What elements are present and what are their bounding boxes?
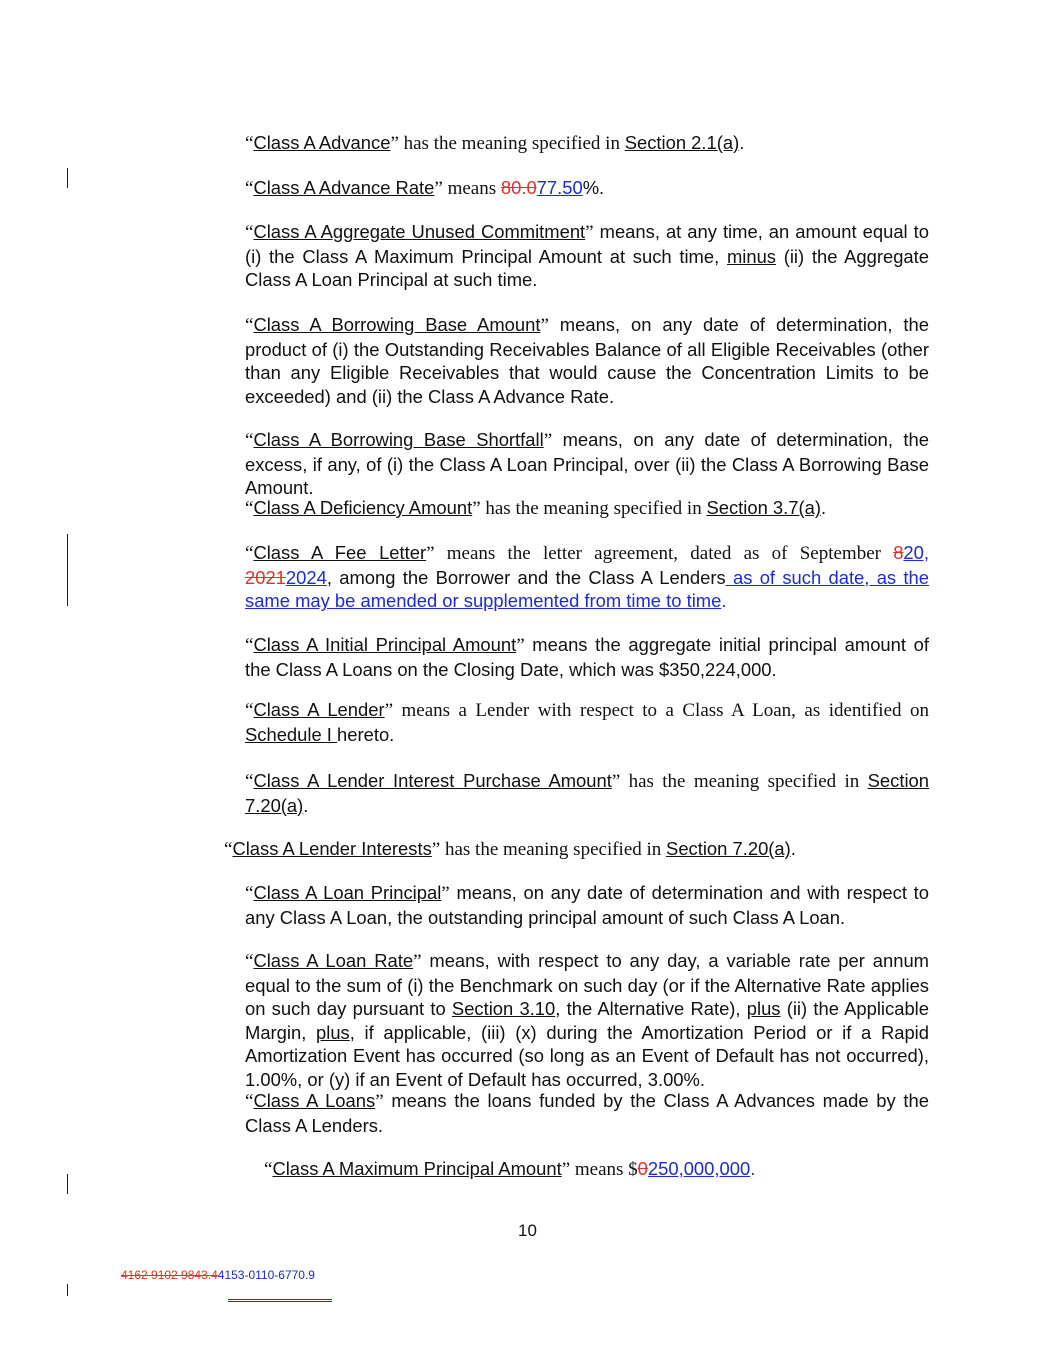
definition-text: has the meaning specified in — [398, 133, 625, 154]
defined-term: Class A Advance — [253, 132, 391, 153]
definition-end: . — [721, 590, 727, 612]
definition-class-a-borrowing-base-amount: “Class A Borrowing Base Amount” means, on any date of determination, the product of (i) the Outstanding Receivables Balance of all Eligible Receivables (other than any Eligible Receivables that would cause the Concentration Limits to be exceeded) and (ii) the Class A Advance Rate. — [245, 314, 929, 407]
definition-end: . — [750, 1158, 756, 1179]
definition-text: means, on any date of determination, the product of (i) the Outstanding Receivables Balance of all Eligible Receivables (other than any Eligible Receivables that would cause the Concentration Limits to be exceeded) and (ii) the Class A Advance Rate. — [245, 314, 929, 407]
definition-text: (ii) the Aggregate Class A Loan Principal at such time. — [245, 245, 929, 291]
section-reference: Section 7.20(a) — [666, 838, 791, 859]
inserted-text: 2024 — [285, 566, 327, 588]
definition-text: has the meaning specified in — [480, 498, 707, 519]
inserted-text: 20, — [903, 542, 929, 563]
definition-class-a-maximum-principal-amount: “Class A Maximum Principal Amount” means $0250,000,000. — [264, 1158, 756, 1180]
definition-end: %. — [582, 177, 605, 198]
definition-text: means the aggregate initial principal amount of the Class A Loans on the Closing Date, which was $350,224,000. — [245, 634, 930, 680]
definition-class-a-advance: “Class A Advance” has the meaning specified in Section 2.1(a). — [245, 132, 745, 154]
deleted-text: 80.0 — [500, 177, 537, 198]
definition-text: means, with respect to any day, a variable rate per annum equal to the sum of (i) the Benchmark on such day (or if the Alternative Rate applies on such day pursuant to — [245, 950, 930, 1020]
defined-term: Class A Initial Principal Amount — [253, 634, 517, 655]
defined-term: Class A Lender Interest Purchase Amount — [253, 770, 612, 791]
defined-term: Class A Loan Principal — [253, 882, 442, 903]
section-reference: Section 2.1(a) — [624, 132, 740, 153]
page-number: 10 — [518, 1221, 537, 1240]
definition-text: means — [442, 178, 501, 199]
inserted-doc-id: 4153-0110-6770.9 — [217, 1268, 315, 1282]
emphasis-minus: minus — [726, 245, 776, 267]
section-reference: Section 7.20(a) — [245, 770, 929, 816]
definition-end: hereto. — [337, 723, 395, 745]
deleted-text: 0 — [637, 1158, 648, 1179]
definition-text: means, on any date of determination, the excess, if any, of (i) the Class A Loan Principal, over (ii) the Class A Borrowing Base Amount. — [245, 429, 929, 499]
definition-text: means $ — [570, 1159, 638, 1180]
change-bar — [67, 534, 68, 606]
footer-doc-id — [121, 1268, 315, 1282]
defined-term: Class A Advance Rate — [253, 177, 435, 198]
definition-class-a-loans: “Class A Loans” means the loans funded by the Class A Advances made by the Class A Lenders. — [245, 1090, 929, 1136]
definition-class-a-fee-letter: “Class A Fee Letter” means the letter agreement, dated as of September 820, 20212024, among the Borrower and the Class A Lenders as of such date, as the same may be amended or supplemented from time to time. — [245, 542, 929, 612]
definition-end: . — [820, 497, 827, 518]
definition-text: has the meaning specified in — [440, 839, 667, 860]
defined-term: Class A Aggregate Unused Commitment — [253, 221, 586, 242]
defined-term: Class A Borrowing Base Amount — [253, 314, 541, 335]
definition-text: , the Alternative Rate), — [555, 998, 747, 1020]
definition-class-a-lender-interest-purchase-amount: “Class A Lender Interest Purchase Amount” has the meaning specified in Section 7.20(a). — [245, 770, 929, 816]
deleted-text: 2021 — [245, 566, 286, 588]
defined-term: Class A Maximum Principal Amount — [272, 1158, 562, 1179]
inserted-text: 77.50 — [536, 177, 583, 198]
definition-class-a-initial-principal-amount: “Class A Initial Principal Amount” means the aggregate initial principal amount of the Class A Loans on the Closing Date, which was $350,224,000. — [245, 634, 930, 680]
defined-term: Class A Fee Letter — [253, 542, 427, 563]
deleted-doc-id: 4162 9102 9843.4 — [121, 1268, 218, 1282]
definition-class-a-borrowing-base-shortfall: “Class A Borrowing Base Shortfall” means, on any date of determination, the excess, if any, of (i) the Class A Loan Principal, over (ii) the Class A Borrowing Base Amount. — [245, 429, 929, 499]
definition-text: means a Lender with respect to a Class A Loan, as identified on — [393, 700, 929, 721]
defined-term: Class A Lender Interests — [232, 838, 432, 859]
definition-text: means the letter agreement, dated as of September — [434, 543, 894, 564]
inserted-text: as of such date, as the same may be amended or supplemented from time to time — [245, 566, 929, 612]
definition-end: . — [790, 838, 796, 859]
change-bar — [67, 1174, 68, 1194]
defined-term: Class A Loans — [253, 1090, 376, 1111]
section-reference: Section 3.7(a) — [706, 497, 821, 518]
footer-underline — [228, 1299, 332, 1302]
definition-text: has the meaning specified in — [620, 771, 868, 792]
definition-end: . — [739, 132, 745, 153]
definition-text: means the loans funded by the Class A Advances made by the Class A Lenders. — [245, 1090, 929, 1136]
inserted-text: 250,000,000 — [647, 1158, 751, 1179]
schedule-reference: Schedule I — [245, 723, 338, 745]
definition-class-a-aggregate-unused-commitment: “Class A Aggregate Unused Commitment” means, at any time, an amount equal to (i) the Class A Maximum Principal Amount at such time, minus (ii) the Aggregate Class A Loan Principal at such time. — [245, 221, 929, 291]
definition-text: (ii) the Applicable Margin, — [245, 998, 929, 1043]
deleted-text: 8 — [893, 542, 904, 563]
definition-end: . — [303, 794, 309, 816]
change-bar — [67, 168, 68, 188]
definition-text: means, on any date of determination and with respect to any Class A Loan, the outstanding principal amount of such Class A Loan. — [245, 882, 929, 928]
definition-text: means, at any time, an amount equal to (i) the Class A Maximum Principal Amount at such time, — [245, 221, 929, 267]
section-reference: Section 3.10 — [451, 998, 556, 1020]
definition-class-a-deficiency-amount: “Class A Deficiency Amount” has the meaning specified in Section 3.7(a). — [245, 497, 827, 519]
definition-text: , among the Borrower and the Class A Lenders — [326, 566, 726, 588]
definition-class-a-lender: “Class A Lender” means a Lender with respect to a Class A Loan, as identified on Schedule I hereto. — [245, 699, 929, 745]
definition-class-a-loan-principal: “Class A Loan Principal” means, on any date of determination and with respect to any Class A Loan, the outstanding principal amount of such Class A Loan. — [245, 882, 929, 928]
emphasis-plus: plus — [316, 1021, 350, 1043]
definition-class-a-lender-interests: “Class A Lender Interests” has the meaning specified in Section 7.20(a). — [224, 838, 796, 860]
definition-class-a-advance-rate: “Class A Advance Rate” means 80.077.50%. — [245, 177, 605, 199]
defined-term: Class A Borrowing Base Shortfall — [253, 429, 544, 450]
defined-term: Class A Lender — [253, 699, 385, 720]
defined-term: Class A Deficiency Amount — [253, 497, 473, 518]
emphasis-plus: plus — [746, 998, 781, 1020]
change-bar — [67, 1284, 68, 1296]
definition-text: , if applicable, (iii) (x) during the Amortization Period or if a Rapid Amortization Event has occurred (so long as an Event of Default has not occurred), 1.00%, or (y) if an Event of Default has occurred, 3.00%. — [245, 1021, 929, 1090]
definition-class-a-loan-rate: “Class A Loan Rate” means, with respect to any day, a variable rate per annum equal to the sum of (i) the Benchmark on such day (or if the Alternative Rate applies on such day pursuant to Section 3.10, the Alternative Rate), plus (ii) the Applicable Margin, plus, if applicable, (iii) (x) during the Amortization Period or if a Rapid Amortization Event has occurred (so long as an Event of Default has not occurred), 1.00%, or (y) if an Event of Default has occurred, 3.00%. — [245, 950, 930, 1090]
defined-term: Class A Loan Rate — [253, 950, 414, 971]
